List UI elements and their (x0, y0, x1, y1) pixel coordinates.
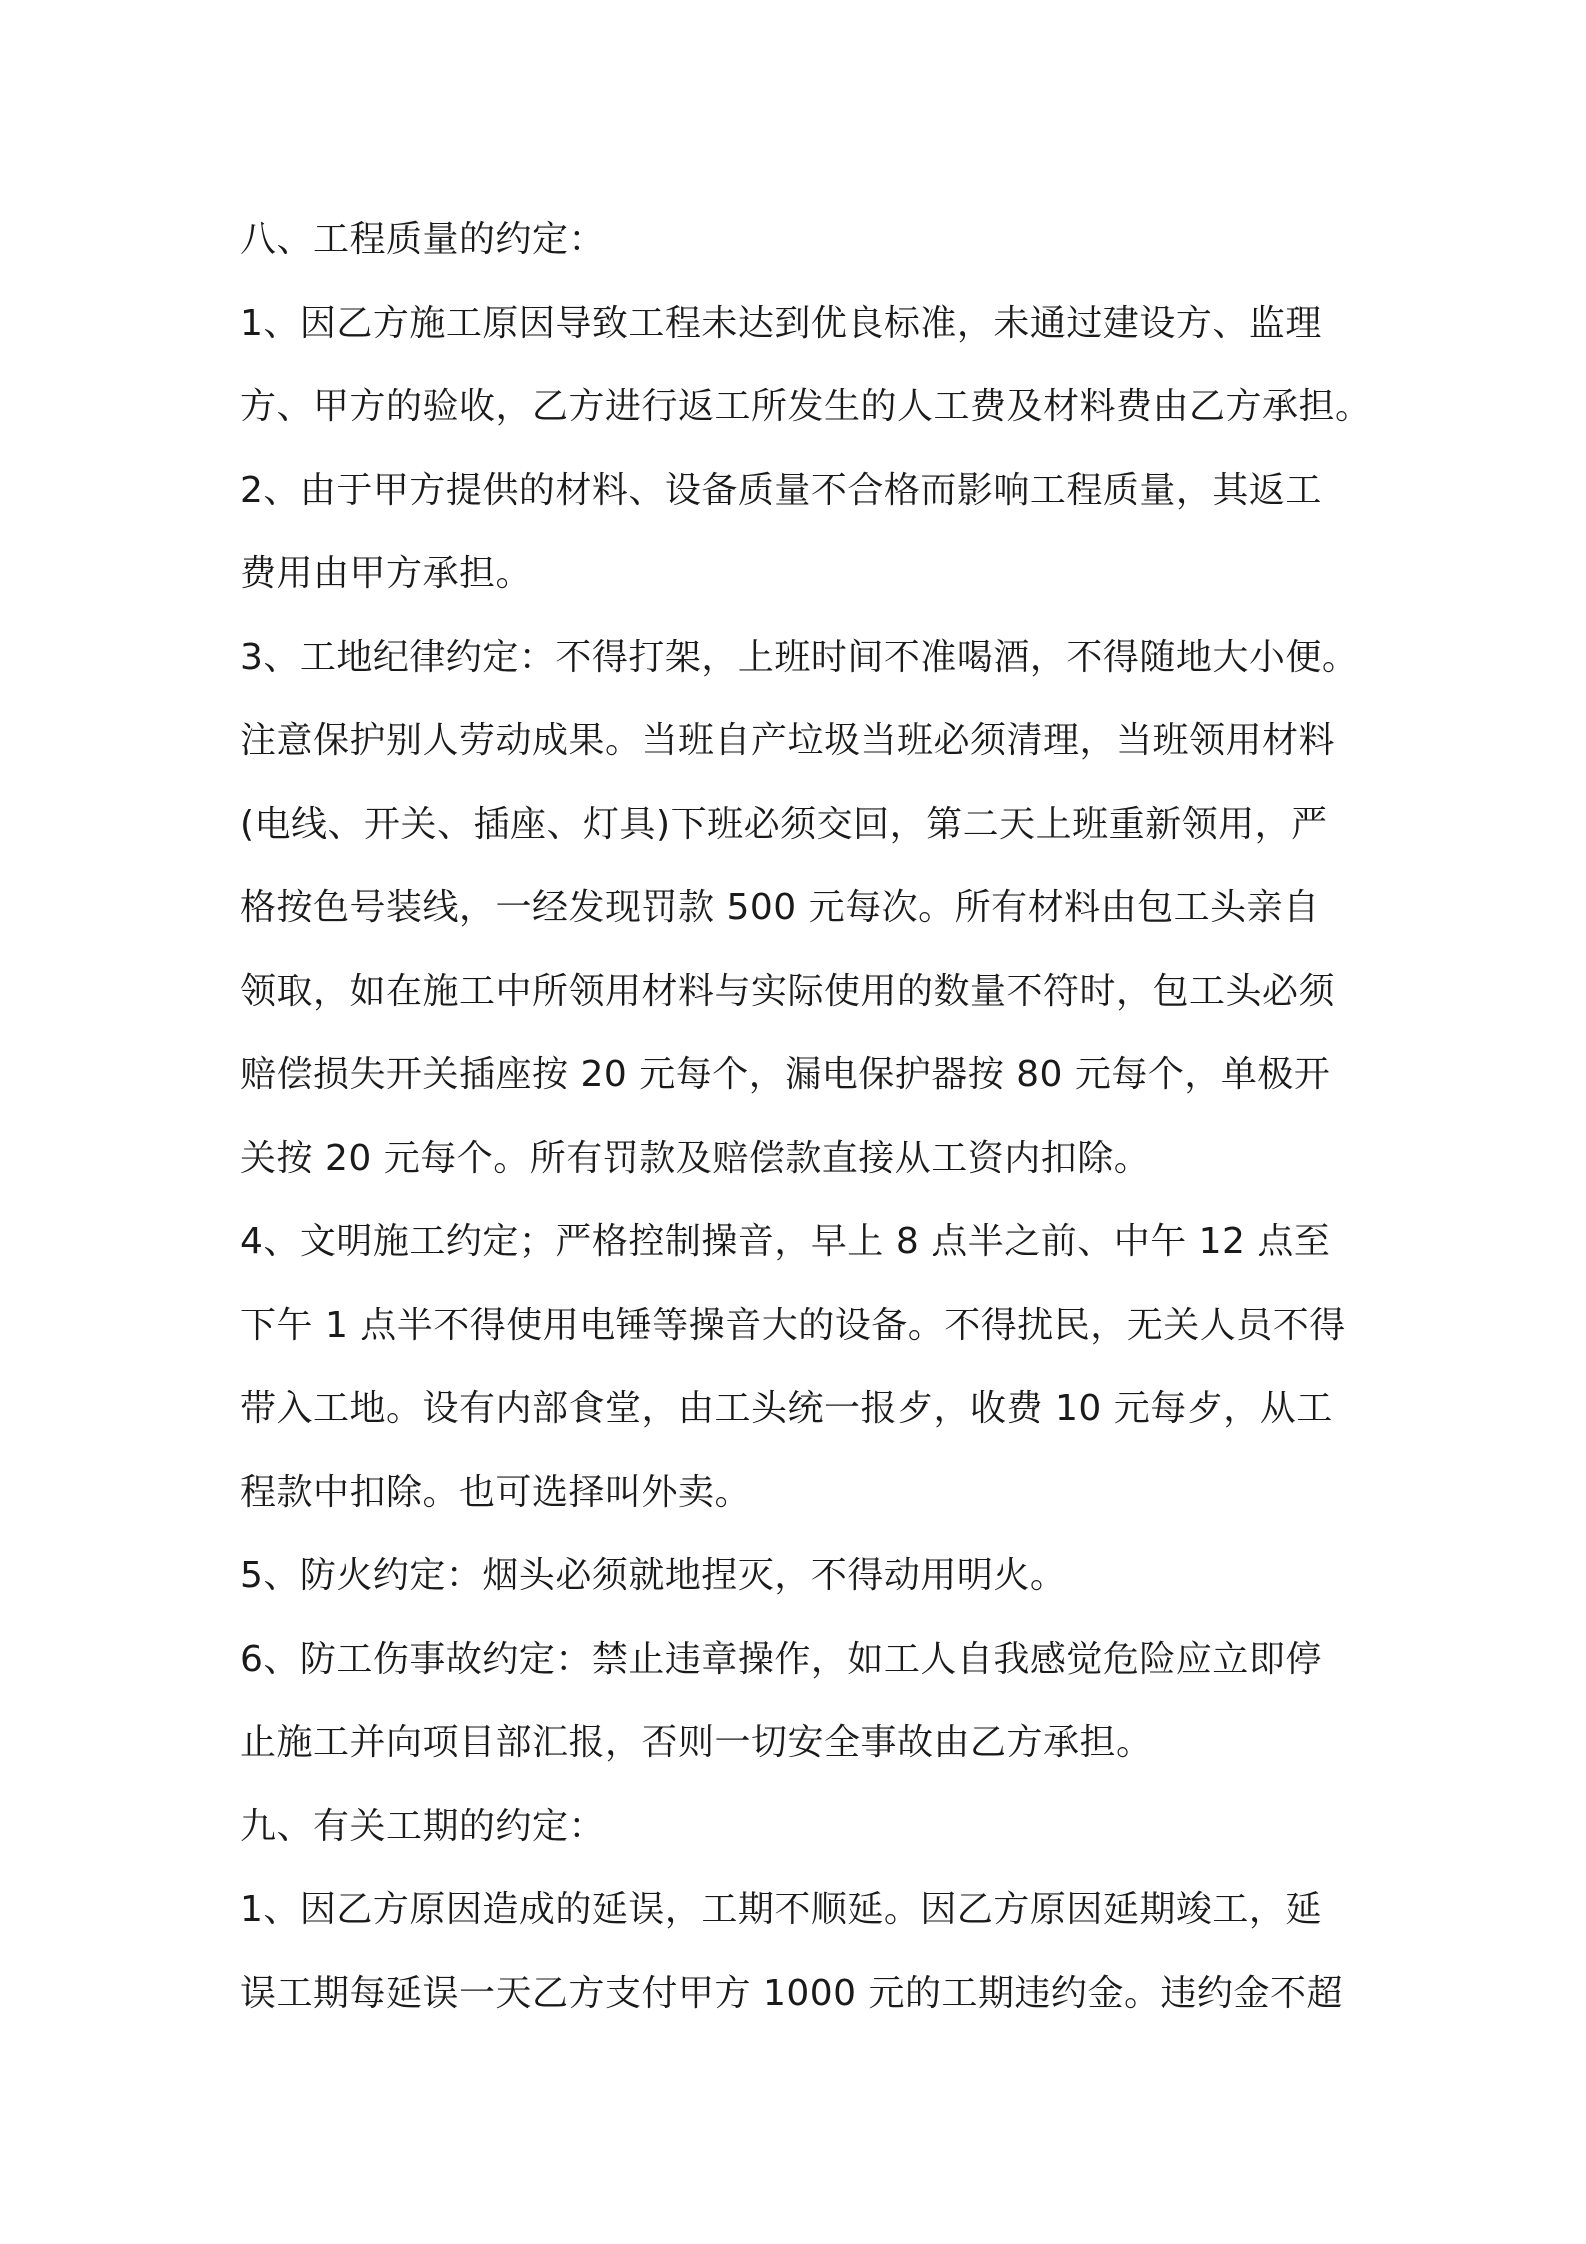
text-line: 方、甲方的验收，乙方进行返工所发生的人工费及材料费由乙方承担。 (240, 386, 1372, 427)
document-body (240, 198, 1370, 2035)
section-heading-schedule: 九、有关工期的约定： (240, 1805, 606, 1847)
text-line: 费用由甲方承担。 (240, 553, 533, 594)
text-line: 6、防工伤事故约定：禁止违章操作，如工人自我感觉危险应立即停 (240, 1638, 1322, 1680)
text-line: 止施工并向项目部汇报，否则一切安全事故由乙方承担。 (240, 1722, 1153, 1763)
text-line: 格按色号装线，一经发现罚款 500 元每次。所有材料由包工头亲自 (240, 887, 1320, 928)
text-line: 注意保护别人劳动成果。当班自产垃圾当班必须清理，当班领用材料 (240, 720, 1336, 761)
text-line: 3、工地纪律约定：不得打架，上班时间不准喝酒，不得随地大小便。 (240, 636, 1359, 678)
text-line: 关按 20 元每个。所有罚款及赔偿款直接从工资内扣除。 (240, 1137, 1151, 1179)
section-heading-quality: 八、工程质量的约定： (240, 219, 606, 260)
text-line: 赔偿损失开关插座按 20 元每个，漏电保护器按 80 元每个，单极开 (240, 1054, 1331, 1095)
text-line: 带入工地。设有内部食堂，由工头统一报歺，收费 10 元每歺，从工 (240, 1388, 1333, 1429)
text-line: (电线、开关、插座、灯具)下班必须交回，第二天上班重新领用，严 (240, 803, 1328, 845)
text-line: 误工期每延误一天乙方支付甲方 1000 元的工期违约金。违约金不超 (240, 1972, 1344, 2014)
text-line: 领取，如在施工中所领用材料与实际使用的数量不符时，包工头必须 (240, 970, 1336, 1012)
text-line: 下午 1 点半不得使用电锤等操音大的设备。不得扰民，无关人员不得 (240, 1304, 1346, 1346)
text-line: 2、由于甲方提供的材料、设备质量不合格而影响工程质量，其返工 (240, 469, 1322, 511)
text-line: 程款中扣除。也可选择叫外卖。 (240, 1471, 752, 1513)
text-line: 1、因乙方施工原因导致工程未达到优良标准，未通过建设方、监理 (240, 302, 1322, 344)
text-line: 5、防火约定：烟头必须就地捏灭，不得动用明火。 (240, 1555, 1067, 1596)
text-line: 4、文明施工约定；严格控制操音，早上 8 点半之前、中午 12 点至 (240, 1221, 1331, 1262)
text-line: 1、因乙方原因造成的延误，工期不顺延。因乙方原因延期竣工，延 (240, 1889, 1322, 1930)
